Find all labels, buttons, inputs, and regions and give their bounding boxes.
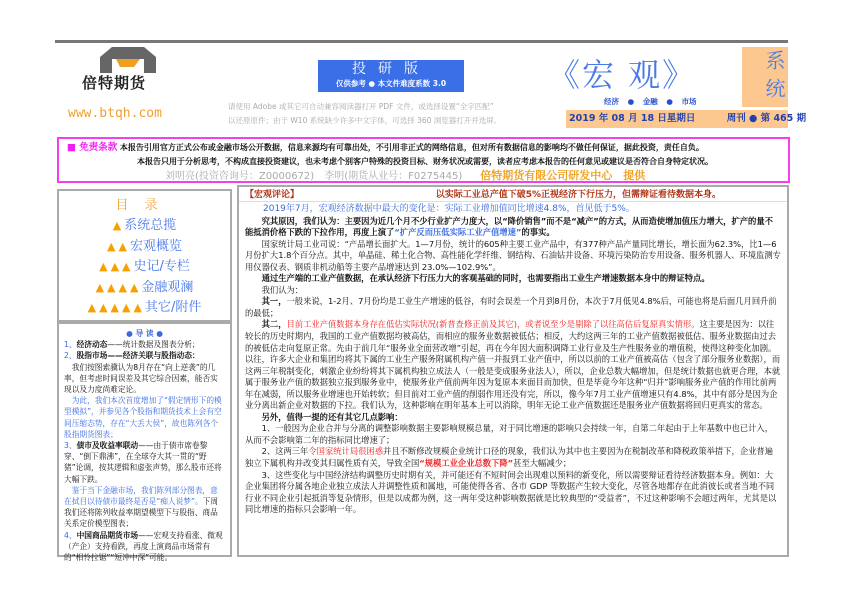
notice-line: 以还原原件；由于 W10 系统缺少许多中文字体，可选择 360 浏览器打开并选屏。 (228, 116, 502, 125)
website-link[interactable]: www.btqh.com (68, 106, 162, 121)
toc-label: 系统总揽 (124, 218, 177, 233)
logo-text: 倍特期货 (82, 74, 147, 92)
paragraph: 我们认为： (261, 284, 304, 295)
paragraph: 究其原因，我们认为：主要因为近几个月不少行业扩产力度大，以“降价销售”而不是“减产”的方式，从而造使增加值压力增大，扩产的量不能抵消价格下跌的下拉作用，再度上演了“扩产反而压低实际工业产值增速”的事实。 (245, 215, 773, 238)
guide-title: ● 导 读 ● (126, 329, 163, 338)
toc-title: 目录 (115, 198, 174, 213)
toc-item-finance[interactable] (59, 278, 230, 299)
edition-title: 投研版 (352, 61, 430, 77)
edition-subtitle: 仅供参考 ● 本文件难度系数 3.0 (335, 79, 447, 88)
triangle-icon: ▲▲▲▲▲ (87, 301, 145, 314)
paragraph: 1、一般因为企业合并与分离的调整影响数据主要影响规模总量，对于同比增速的影响只会持续一年，自第二年起由于上年基数中也已计入，从而不会影响第二年的指标同比增速了； (245, 423, 773, 445)
article (237, 185, 789, 557)
guide-text: 我们按图索骥认为8月存在“向上逆袭”的几率，但考虑时间误差及其它综合因素，能否实现以及力度尚难定论。 (64, 362, 218, 395)
issue-number: 周刊 ● 第 465 期 (726, 113, 807, 124)
guide-item: 3、债市及收益率联动——由于债市席卷黎穿、“倒下鼎沸”，在全球夺大其一贯的“野猪”论调，按其逻辑和虚张声势，那么股市还将大幅下跌。 (64, 441, 222, 484)
toc-item-appendix[interactable] (59, 298, 230, 319)
reader-notice (228, 100, 501, 128)
triangle-icon: ▲▲▲ (99, 260, 134, 273)
paragraph: 另外，值得一提的还有其它几点影响： (261, 411, 403, 422)
date-bar (566, 110, 807, 128)
triangle-icon: ▲▲▲▲ (95, 280, 142, 294)
paragraph: 其一，一般来说，1-2月、7月份均是工业生产增速的低谷，有时会误差一个月到8月份，本次于7月低见4.8%后，可能也将是后面几月回升前的最低； (245, 296, 777, 318)
logo-mark-icon (62, 45, 197, 77)
masthead-title: 《宏 观》 (548, 56, 697, 94)
article-header (239, 189, 787, 202)
disclaimer-box (57, 137, 790, 183)
notice-line: 请使用 Adobe 或其它可自动兼容阅读器打开 PDF 文件，或选择设置“全字匹配” (228, 102, 494, 111)
toc-item-overview[interactable] (59, 216, 230, 237)
company-logo (62, 45, 197, 93)
edition-badge (318, 60, 464, 92)
guide-text: 鉴于当下金融市场，我们陈列部分图表，意在拭目以待债市最终是否是“痴人说梦”。下周我们还将陈列收益率期望模型下与股指、商品关系定价模型图表； (64, 485, 219, 529)
lead-paragraph: 2019年7月，宏观经济数据中最大的变化是：实际工业增加值同比增速4.8%，首见低于5%。 (263, 204, 635, 214)
paragraph: 国家统计局工业司说：“产品增长面扩大。1—7月份，统计的605种主要工业产品中，有377种产品产量同比增长，增长面为62.3%，比1—6月份扩大1.8个百分点。其中，单晶硅、稀土化合物、高性能化学纤维、钢结构、石油钻井设备、环境污染防治专用设备、服务机器人、环境监测专用仪器仪表、钢质非机动船等主要产品增速达到 23.0%—102.9%”。 (245, 238, 781, 272)
toc-item-history[interactable] (59, 257, 230, 278)
disclaimer-text: 本报告只用于分析思考，不构成直接投资建议，也未考虑个别客户特殊的投资目标、财务状况或需要，读者应考虑本报告的任何意见或建议是否符合自身特定状况。 (137, 157, 713, 166)
article-title: 以实际工业总产值下破5%正视经济下行压力，但需辩证看待数据本身。 (435, 190, 721, 200)
guide-item: 4、中国商品期货市场——宏观支持看涨、微观（产企）支持看跌，再度上演商品市场常有的“相怜拉锯”“短冲中深”可能。 (64, 530, 223, 563)
guide-item: 2、股指市场——经济关联与股指动态： (64, 351, 200, 361)
series-tag: 系统 (742, 47, 788, 107)
disclaimer-text: 本报告引用官方正式公布或金融市场公开数据，信息来源均有可靠出处，不引用非正式的网络信息，但对所有数据信息的影响均不做任何保证，据此投资，责任自负。 (119, 143, 704, 152)
paragraph: 通过生产端的工业产值数据，在承认经济下行压力大的客观基础的同时，也需要指出工业生产增速数据本身中的辩证特点。 (261, 273, 710, 284)
issue-date: 2019 年 08 月 18 日星期日 (569, 113, 696, 124)
paragraph: 其二，目前工业产值数据本身存在低估实际状况(新普查修正前及其它)，或者说至少是剔除了以往高估后复原真实情形。这主要是因为：以往较长的历史时期内，我国的工业产值数据均被高估，而相应的服务业数据被低估；相反，大约这两三年的工业产值数据被低估、服务业数据由过去的被低估走向复原正常。先由于前几年“服务业全面营改增”引起，再在今年因大面积调降工业行业及生产性服务业的增值税，使得这种变化加剧。以往，许多大企业和集团均将其下属的工业生产服务附属机构产值一并报到工业产值中，所以以前的工业产值被高估（包含了部分服务业数据），而这两三年税制变化，刺激企业纷纷将其下属机构独立成法人（一般是变成服务业法人），所以，企业总数大幅增加，但是统计数据也就更合理，本就属于服务业产值的数据独立报到服务业中，使服务业产值前两年因为复原本来面目而加快，但是毕竟今年这种“归并”影响服务业产值的作用比前两年在减弱，所以服务业增速也开始转软；但目前对工业产值的削弱作用还没有完，所以，像今年7月工业产值增速只有4.8%，其中有部分是因为企业分离出新企业对数据的下拉。我们认为，这种影响在明年基本上可以消除，明年无论工业产值数据还是服务业产值数据将回归更真实的常态。 (245, 319, 781, 411)
provider: 倍特期货有限公司研发中心 提供 (480, 169, 646, 182)
toc-label: 宏观概览 (129, 238, 182, 254)
toc-label: 金融观澜 (141, 279, 194, 295)
table-of-contents (57, 189, 232, 322)
paragraph: 2、这两三年令国家统计局很困惑并且不断修改规模企业统计口径的现象，我们认为其中也主要因为在税制改革和降税政策举措下，企业普遍独立下属机构并改变其归属性质有关，导致全国“规模工业企业总数下降”甚至大幅减少； (245, 446, 774, 469)
toc-label: 史记/专栏 (133, 259, 190, 274)
reading-guide (57, 322, 232, 563)
disclaimer-label: ■ 免责条款 (67, 142, 118, 153)
guide-text: 为此，我们本次首度增加了“假定情形下的模型模拟”，并参见各个股指和期货技术上会有空间压缩态势，存在“大丢大侯”，故也陈列各个股指期货图表； (64, 396, 222, 439)
paragraph: 3、这些变化与中国经济结构调整历史时期有关，并可能还有不短时间会出现难以预料的新变化，所以需要辩证看待经济数据本身。例如：大企业集团将分属各地企业独立成法人并调整性质和属地，可能使得各省、各市 GDP 等数据产生较大变化，尽管各地都存在此消彼长或者当地不同行业不同企业引起抵消等复杂情形，但是以成都为例，这一两年受这种影响数据就是比较典型的“受益者”，不过这种影响不会超过两年，尤其是以同比增速的指标只会影响一年。 (245, 469, 777, 515)
guide-item: 1、经济动态——统计数据及图表分析； (64, 340, 200, 350)
masthead-subtitle: 经济 ● 金融 ● 市场 (604, 97, 697, 106)
section-label: 【宏观评论】 (245, 190, 300, 200)
top-rule (55, 40, 788, 43)
authors: 刘明亮(投资咨询号：Z0000672) 李明(期货从业号：F0275445) (165, 171, 463, 182)
triangle-icon: ▲▲ (107, 239, 130, 253)
toc-item-macro[interactable] (59, 237, 230, 258)
triangle-icon: ▲ (112, 219, 125, 232)
toc-label: 其它/附件 (144, 300, 202, 315)
